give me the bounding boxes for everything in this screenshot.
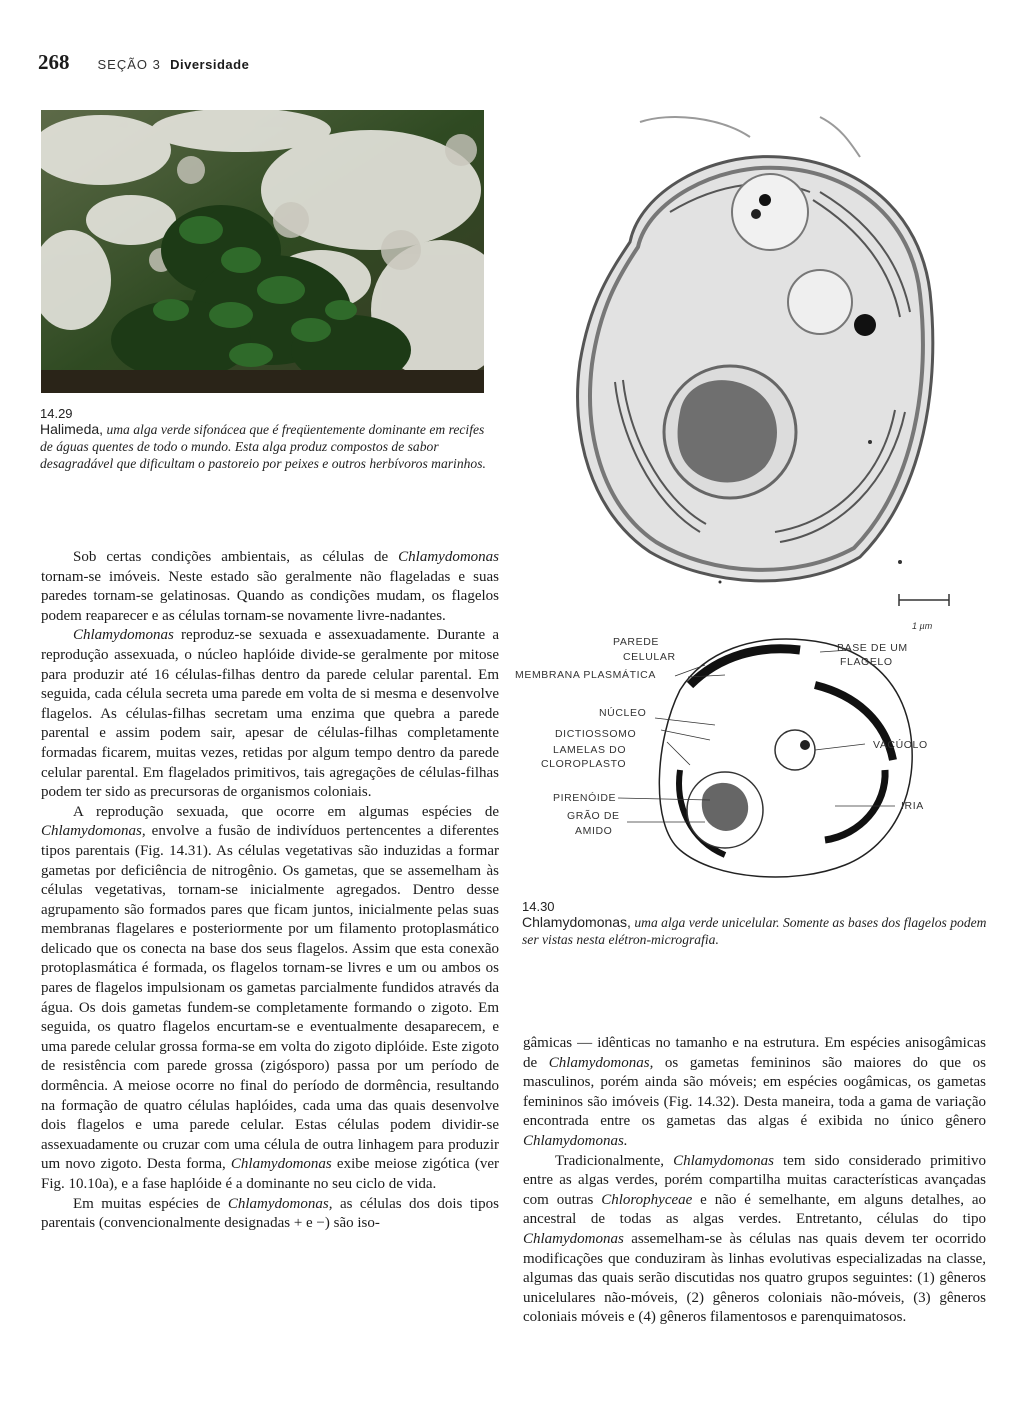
text: gâmicas — idênticas no tamanho e na estrutura. Em espécies anisogâmicas de: [523, 1035, 986, 1071]
label-flagelo: FLAGELO: [840, 656, 893, 668]
figure-14-30-caption: [522, 899, 992, 948]
text: envolve a fusão de indivíduos pertencentes a diferentes tipos parentais (Fig. 14.31). As células vegetativas são induzidas a formar gametas por deficiência de nitrogênio. Os gametas, que se assemelham às células vegetativas, tornam-se inicialmente agregados. Dentro desse agrupamento são formados pares que ficam juntos, inicialmente pelas suas membranas flagelares e posteriormente por um filamento protoplasmático delicado que os conecta na base dos seus flagelos. Assim que esta conexão protoplasmática é formada, os flagelos tornam-se livres e um ou ambos os pares de flagelos impulsionam os gametas parcialmente fundidos através da água. Os dois gametas fundem-se completamente formando o zigoto. Em seguida, os quatro flagelos encurtam-se e eventualmente desaparecem, e uma parede celular grossa forma-se em volta do zigoto diplóide. Este zigoto de resistência com parede grossa (zigósporo) passa por um período de dormência. A meiose ocorre no final do período de dormência, resultando na formação de quatro células haplóides, cada uma das quais desenvolve dois flagelos e uma parede celular. Estas células podem dividir-se assexuadamente ou cruzar com uma célula de outra linhagem para produzir um novo zigoto. Desta forma,: [41, 823, 499, 1173]
text: tem sido considerado primitivo entre as algas verdes, porém compartilha muitas características avançadas com outras: [523, 1152, 986, 1208]
genus-name: Chlamydomonas,: [41, 823, 146, 840]
label-nucleo: NÚCLEO: [599, 707, 647, 719]
text: os gametas femininos são maiores do que os masculinos, porém ainda são móveis; em espécies oogâmicas, os gametas femininos são imóveis (Fig. 14.32). Desta maneira, toda a gama de variação encontrada entre os gametas das algas é exibida no único gênero: [523, 1054, 986, 1130]
text: Tradicionalmente,: [555, 1152, 674, 1169]
paragraph: [41, 626, 499, 802]
label-dictiossomo: DICTIOSSOMO: [555, 728, 637, 740]
text: as células dos dois tipos parentais (convencionalmente designadas + e −) são iso-: [41, 1195, 500, 1232]
genus-name: Chlamydomonas: [398, 549, 499, 565]
genus-name: Chlamydomonas: [673, 1152, 774, 1169]
scale-bar: [893, 590, 953, 620]
caption-text: [40, 421, 490, 472]
chlamydomonas-diagram: [515, 630, 985, 890]
chlamydomonas-micrograph: [520, 112, 972, 617]
label-celular: CELULAR: [623, 651, 676, 663]
label-cloroplasto: CLOROPLASTO: [541, 758, 627, 770]
paragraph: [523, 1034, 986, 1152]
label-ria: IRIA: [901, 800, 924, 812]
page-number: 268: [38, 50, 70, 74]
scale-label: 1 µm: [912, 621, 933, 631]
paragraph: [523, 1152, 986, 1328]
genus-name: Chlamydomonas: [73, 627, 174, 644]
left-column-text: [41, 548, 499, 1234]
caption-genus: Halimeda,: [40, 421, 104, 437]
figure-number: 14.30: [522, 899, 555, 914]
paragraph: [41, 1195, 499, 1234]
text: tornam-se imóveis. Neste estado são geralmente não flageladas e suas paredes tornam-se gelatinosas. Quando as condições mudam, os flagelos podem reaparecer e as células tornam-se novamente livre-nadantes.: [41, 568, 499, 624]
genus-name: Chlorophyceae: [601, 1191, 693, 1208]
label-lamelas: LAMELAS DO: [553, 744, 627, 756]
figure-number: 14.29: [40, 406, 73, 421]
caption-text: [522, 914, 992, 948]
section-label: SEÇÃO 3: [97, 57, 161, 72]
paragraph: [41, 548, 499, 626]
genus-name: Chlamydomonas: [230, 1156, 332, 1173]
genus-name: Chlamydomonas,: [227, 1195, 333, 1212]
text: assemelham-se às células nas quais devem ter ocorrido modificações que conduziram às linhas evolutivas especializadas na classe, algumas das quais serão discutidas nos quatro grupos seguintes: (1) gêneros unicelulares não-móveis, (2) gêneros coloniais não-móveis, (3) gêneros coloniais móveis e (4) gêneros filamentosos e parenquimatosos.: [523, 1230, 986, 1326]
label-amido: AMIDO: [575, 825, 613, 837]
figure-14-29-caption: [40, 406, 490, 472]
text: reproduz-se sexuada e assexuadamente. Durante a reprodução assexuada, o núcleo haplóide divide-se geralmente por mitose para produzir até 16 células-filhas dentro da parede celular parental. Em seguida, cada célula secreta uma parede em volta de si mesma e desenvolve flagelos. As células-filhas secretam uma enzima que quebra a parede parental e assim podem sair, apesar de células-filhas completamente formadas ficarem, muitas vezes, retidas por algum tempo dentro da parede celular parental. Em flagelados primitivos, tais agregações de células-filhas podem ter sido as precursoras de organismos coloniais.: [41, 627, 499, 801]
label-membrana: MEMBRANA PLASMÁTICA: [515, 669, 656, 681]
genus-name: Chlamydomonas.: [523, 1132, 628, 1149]
text: Sob certas condições ambientais, as células de: [73, 549, 399, 565]
halimeda-photo: [41, 110, 484, 393]
text: e não é semelhante, em alguns detalhes, ao ancestral de todas as algas verdes. Entretanto, células do tipo: [523, 1191, 986, 1228]
label-grao: GRÃO DE: [567, 810, 620, 822]
section-title: Diversidade: [170, 57, 250, 72]
right-column-text: [523, 1034, 986, 1328]
page-header: [38, 50, 249, 75]
label-parede: PAREDE: [613, 636, 659, 648]
section-heading: [98, 57, 250, 72]
label-pirenoide: PIRENÓIDE: [553, 792, 617, 804]
genus-name: Chlamydomonas: [523, 1230, 624, 1247]
caption-genus: Chlamydomonas,: [522, 914, 631, 930]
label-vacuolo: VACÚOLO: [873, 739, 928, 751]
genus-name: Chlamydomonas,: [548, 1054, 654, 1071]
caption-body: uma alga verde sifonácea que é freqüentemente dominante em recifes de águas quentes de todo o mundo. Esta alga produz compostos de sabor desagradável que dificultam o pastoreio por peixes e outros herbívoros marinhos.: [40, 422, 486, 471]
label-base: BASE DE UM: [837, 642, 908, 654]
paragraph: [41, 803, 499, 1195]
text: Em muitas espécies de: [73, 1195, 228, 1212]
text: exibe meiose zigótica (ver Fig. 10.10a), e a fase haplóide é a dominante no seu ciclo de vida.: [41, 1156, 499, 1192]
text: A reprodução sexuada, que ocorre em algumas espécies de: [73, 803, 499, 820]
caption-body: uma alga verde unicelular. Somente as bases dos flagelos podem ser vistas nesta elétron-micrografia.: [522, 915, 987, 947]
